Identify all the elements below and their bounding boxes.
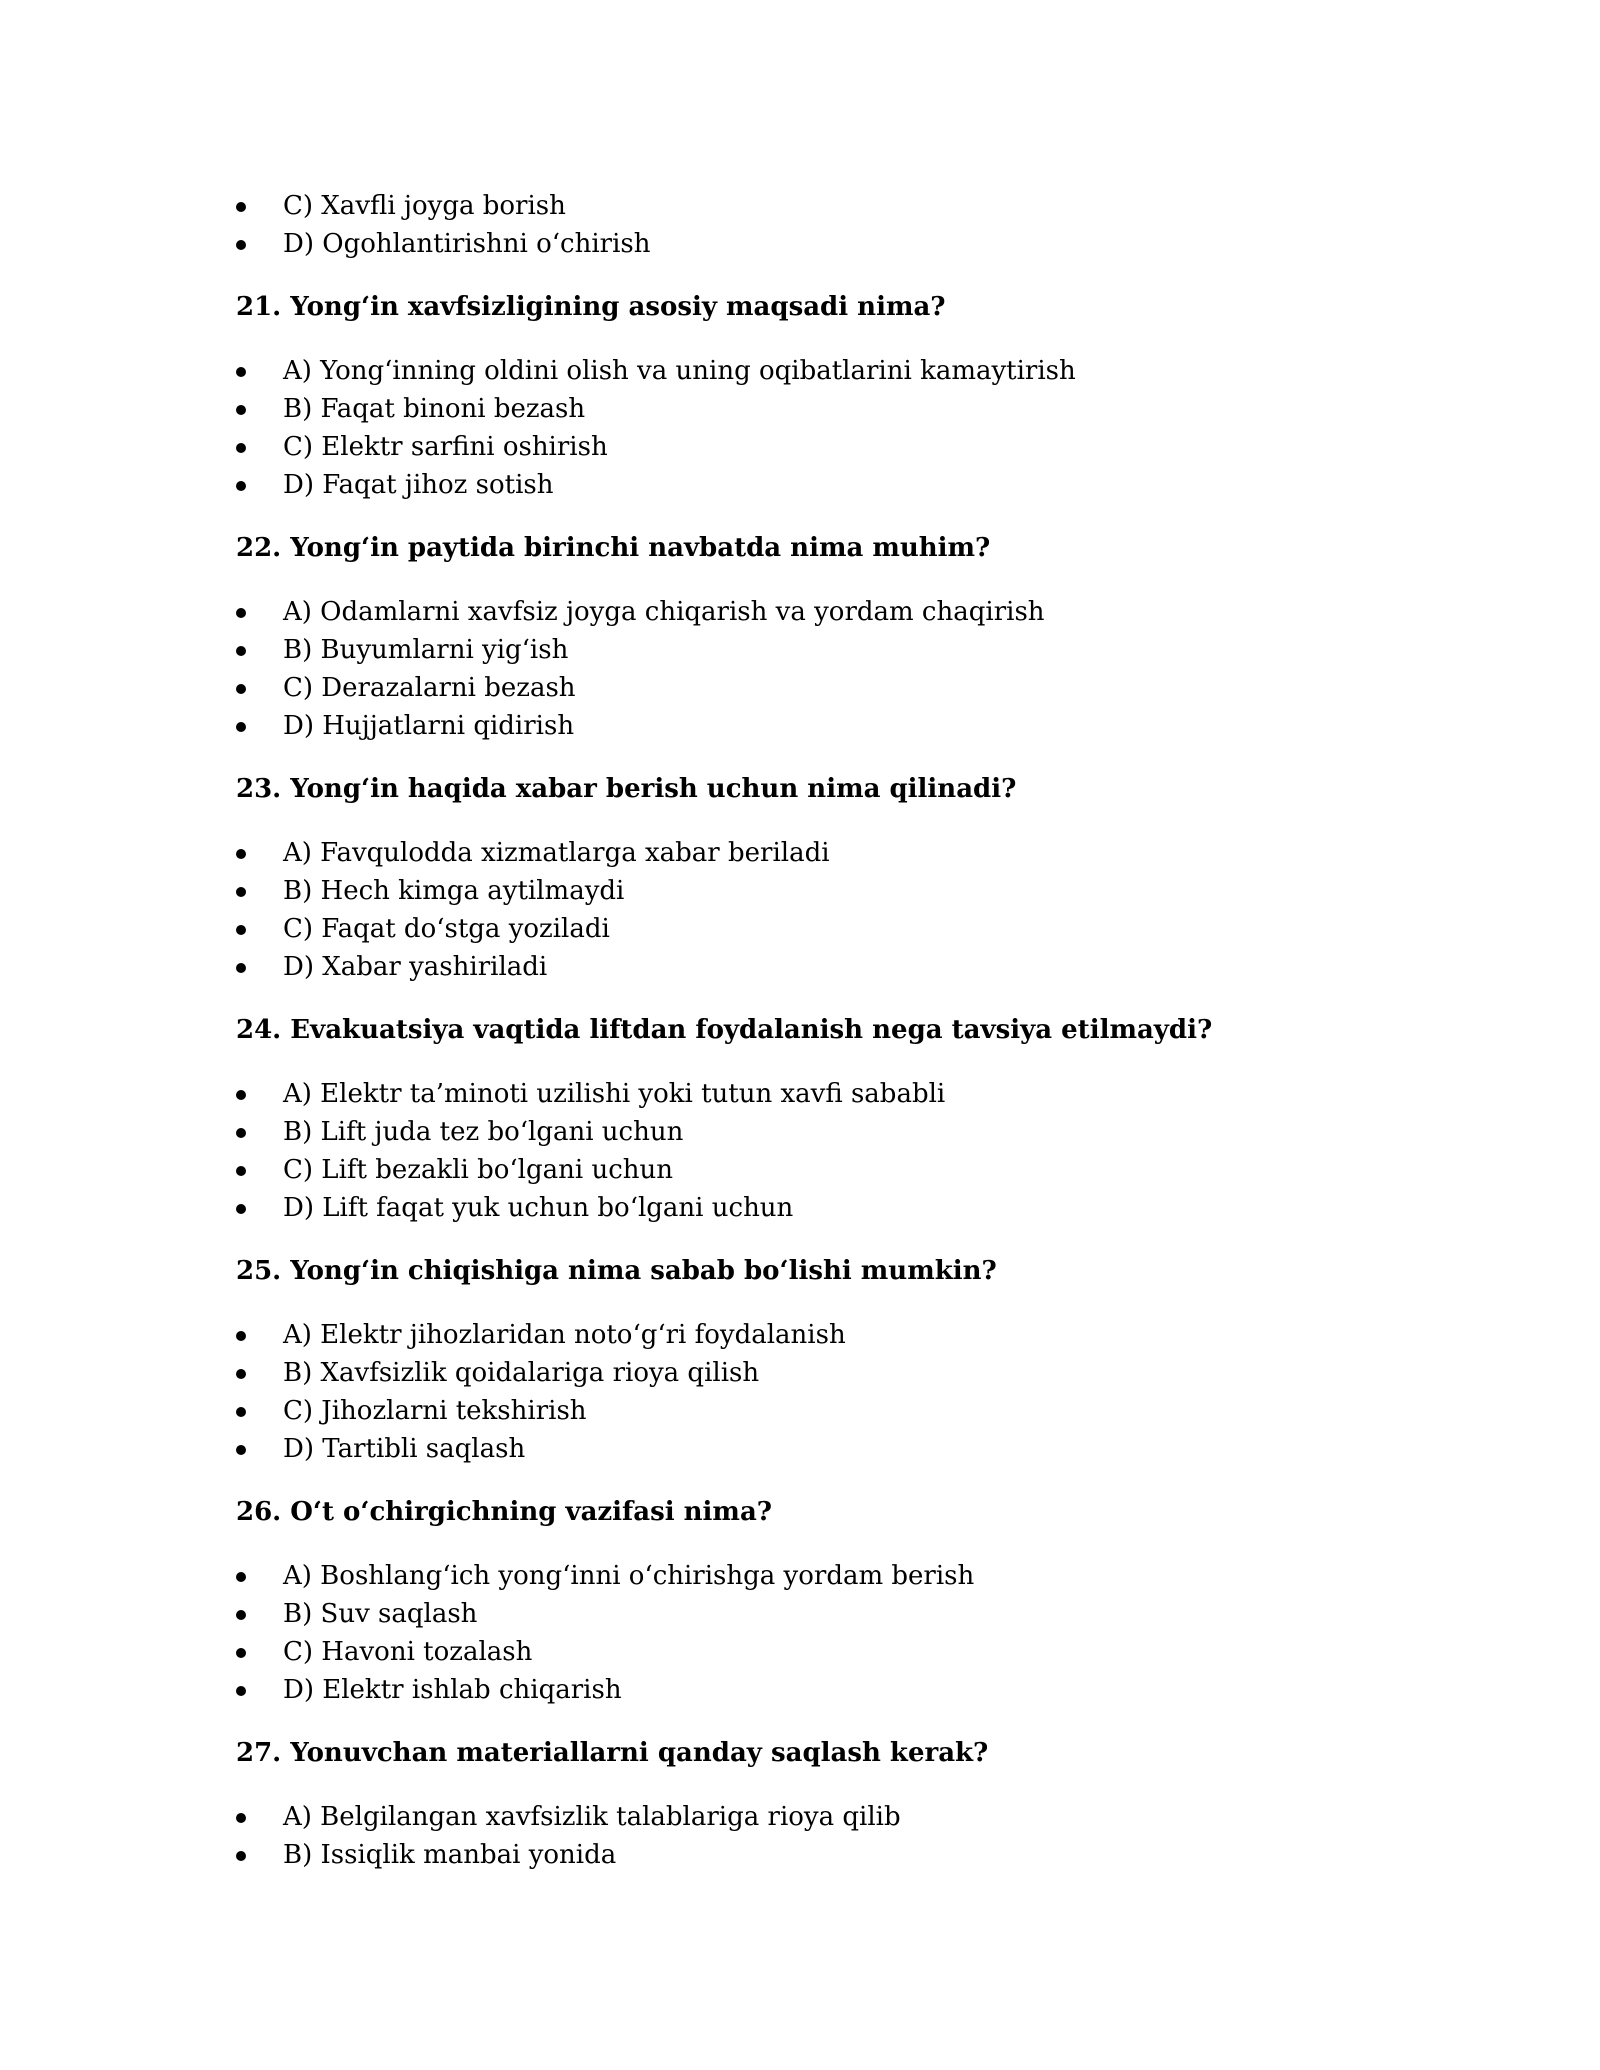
option-text: C) Xavfli joyga borish xyxy=(283,191,566,221)
bullet-icon xyxy=(236,443,246,453)
options-list xyxy=(236,1316,1396,1468)
option-text: B) Issiqlik manbai yonida xyxy=(283,1840,617,1870)
question-title: 22. Yong‘in paytida birinchi navbatda nima muhim? xyxy=(236,533,991,563)
bullet-icon xyxy=(236,1204,246,1214)
bullet-icon xyxy=(236,240,246,250)
option-item xyxy=(236,352,1396,390)
option-text: D) Ogohlantirishni o‘chirish xyxy=(283,229,651,259)
question-title: 26. O‘t o‘chirgichning vazifasi nima? xyxy=(236,1497,773,1527)
bullet-icon xyxy=(236,1128,246,1138)
option-text: C) Lift bezakli bo‘lgani uchun xyxy=(283,1155,673,1185)
option-text: A) Elektr ta’minoti uzilishi yoki tutun xavfi sababli xyxy=(283,1079,946,1109)
option-text: C) Havoni tozalash xyxy=(283,1637,533,1667)
option-item xyxy=(236,187,1396,225)
bullet-icon xyxy=(236,608,246,618)
bullet-icon xyxy=(236,1166,246,1176)
option-item xyxy=(236,1354,1396,1392)
option-text: D) Tartibli saqlash xyxy=(283,1434,526,1464)
option-text: C) Elektr sarfini oshirish xyxy=(283,432,608,462)
option-text: B) Buyumlarni yig‘ish xyxy=(283,635,569,665)
option-item xyxy=(236,1430,1396,1468)
option-item xyxy=(236,225,1396,263)
question-title: 23. Yong‘in haqida xabar berish uchun nima qilinadi? xyxy=(236,774,1017,804)
option-text: D) Elektr ishlab chiqarish xyxy=(283,1675,622,1705)
options-list xyxy=(236,1557,1396,1709)
bullet-icon xyxy=(236,849,246,859)
bullet-icon xyxy=(236,684,246,694)
question-block xyxy=(236,770,1396,986)
question-title: 21. Yong‘in xavfsizligining asosiy maqsadi nima? xyxy=(236,292,946,322)
question-block xyxy=(236,1734,1396,1874)
option-text: B) Lift juda tez bo‘lgani uchun xyxy=(283,1117,684,1147)
bullet-icon xyxy=(236,1407,246,1417)
option-text: D) Lift faqat yuk uchun bo‘lgani uchun xyxy=(283,1193,794,1223)
option-item xyxy=(236,1836,1396,1874)
option-item xyxy=(236,1151,1396,1189)
bullet-icon xyxy=(236,1445,246,1455)
option-text: D) Xabar yashiriladi xyxy=(283,952,548,982)
option-item xyxy=(236,1189,1396,1227)
option-text: A) Elektr jihozlaridan noto‘g‘ri foydalanish xyxy=(283,1320,846,1350)
bullet-icon xyxy=(236,367,246,377)
option-text: A) Yong‘inning oldini olish va uning oqibatlarini kamaytirish xyxy=(283,356,1076,386)
option-text: C) Faqat do‘stga yoziladi xyxy=(283,914,610,944)
option-text: C) Jihozlarni tekshirish xyxy=(283,1396,587,1426)
option-text: D) Faqat jihoz sotish xyxy=(283,470,554,500)
bullet-icon xyxy=(236,1331,246,1341)
document-content xyxy=(236,187,1396,1874)
question-block xyxy=(236,1493,1396,1709)
question-title: 24. Evakuatsiya vaqtida liftdan foydalanish nega tavsiya etilmaydi? xyxy=(236,1015,1213,1045)
option-item xyxy=(236,1557,1396,1595)
option-item xyxy=(236,1798,1396,1836)
options-list xyxy=(236,593,1396,745)
option-item xyxy=(236,1392,1396,1430)
option-item xyxy=(236,1075,1396,1113)
option-text: B) Faqat binoni bezash xyxy=(283,394,586,424)
question-title: 25. Yong‘in chiqishiga nima sabab bo‘lishi mumkin? xyxy=(236,1256,997,1286)
option-item xyxy=(236,1316,1396,1354)
option-text: A) Belgilangan xavfsizlik talablariga rioya qilib xyxy=(283,1802,901,1832)
option-item xyxy=(236,631,1396,669)
option-item xyxy=(236,707,1396,745)
bullet-icon xyxy=(236,1572,246,1582)
bullet-icon xyxy=(236,646,246,656)
bullet-icon xyxy=(236,1369,246,1379)
bullet-icon xyxy=(236,1610,246,1620)
option-item xyxy=(236,428,1396,466)
option-text: C) Derazalarni bezash xyxy=(283,673,576,703)
option-item xyxy=(236,948,1396,986)
option-item xyxy=(236,466,1396,504)
option-text: B) Hech kimga aytilmaydi xyxy=(283,876,625,906)
bullet-icon xyxy=(236,202,246,212)
bullet-icon xyxy=(236,925,246,935)
bullet-icon xyxy=(236,1090,246,1100)
option-item xyxy=(236,1671,1396,1709)
option-text: B) Xavfsizlik qoidalariga rioya qilish xyxy=(283,1358,760,1388)
option-item xyxy=(236,1633,1396,1671)
bullet-icon xyxy=(236,722,246,732)
option-text: B) Suv saqlash xyxy=(283,1599,478,1629)
bullet-icon xyxy=(236,481,246,491)
options-list xyxy=(236,352,1396,504)
options-list xyxy=(236,1075,1396,1227)
option-item xyxy=(236,872,1396,910)
option-item xyxy=(236,390,1396,428)
option-item xyxy=(236,1113,1396,1151)
option-item xyxy=(236,593,1396,631)
question-block xyxy=(236,1011,1396,1227)
option-text: A) Odamlarni xavfsiz joyga chiqarish va yordam chaqirish xyxy=(283,597,1045,627)
option-item xyxy=(236,669,1396,707)
question-block xyxy=(236,288,1396,504)
option-item xyxy=(236,834,1396,872)
bullet-icon xyxy=(236,1851,246,1861)
option-item xyxy=(236,910,1396,948)
bullet-icon xyxy=(236,1686,246,1696)
bullet-icon xyxy=(236,405,246,415)
option-text: A) Boshlang‘ich yong‘inni o‘chirishga yordam berish xyxy=(283,1561,975,1591)
bullet-icon xyxy=(236,887,246,897)
carryover-options-list xyxy=(236,187,1396,263)
options-list xyxy=(236,1798,1396,1874)
question-block xyxy=(236,529,1396,745)
bullet-icon xyxy=(236,1648,246,1658)
options-list xyxy=(236,834,1396,986)
option-item xyxy=(236,1595,1396,1633)
question-block xyxy=(236,1252,1396,1468)
bullet-icon xyxy=(236,963,246,973)
option-text: D) Hujjatlarni qidirish xyxy=(283,711,575,741)
option-text: A) Favqulodda xizmatlarga xabar beriladi xyxy=(283,838,830,868)
question-title: 27. Yonuvchan materiallarni qanday saqlash kerak? xyxy=(236,1738,989,1768)
bullet-icon xyxy=(236,1813,246,1823)
